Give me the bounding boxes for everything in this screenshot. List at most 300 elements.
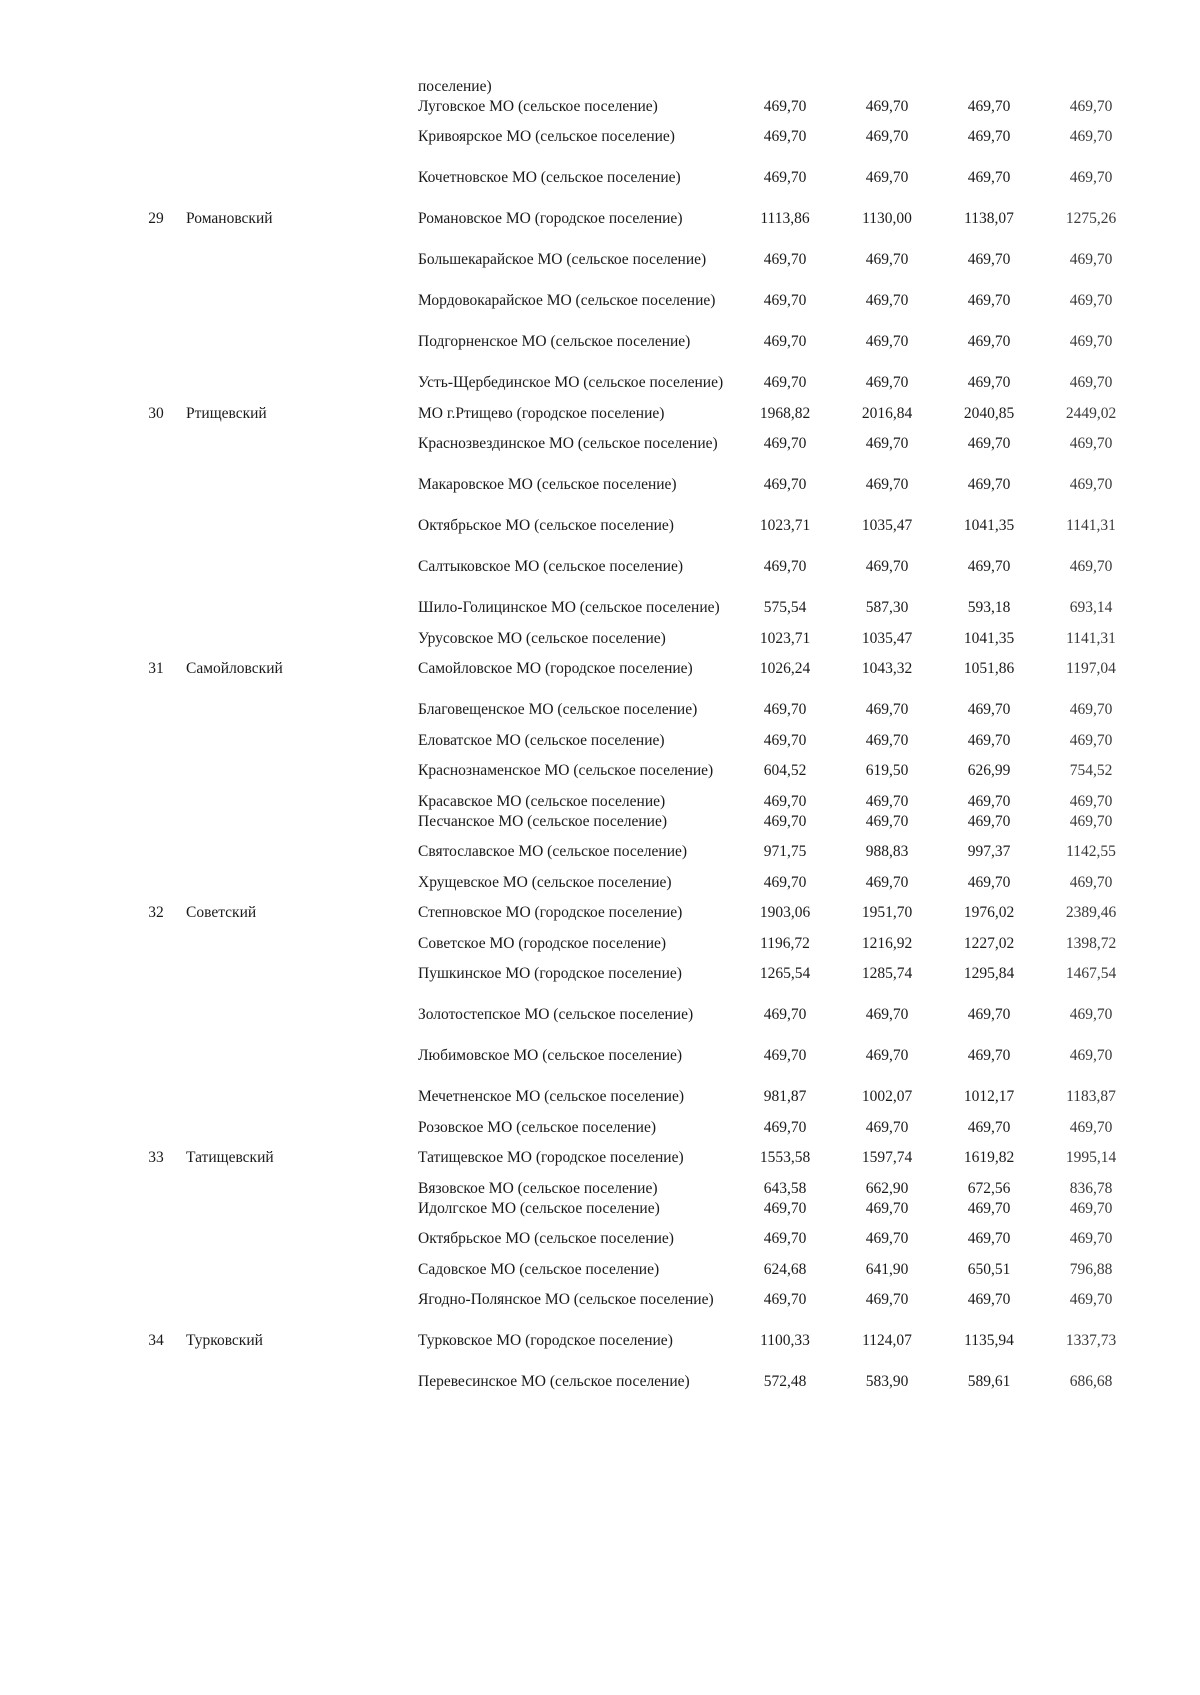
value-cell-2: 469,70 <box>865 1118 909 1136</box>
value-cell-3: 469,70 <box>967 435 1011 452</box>
value-cell-2: 619,50 <box>865 762 909 779</box>
value-cell-2: 469,70 <box>865 812 909 830</box>
row-number-cell <box>128 689 184 730</box>
value-cell-1 <box>734 76 836 96</box>
value-cell-4: 469,70 <box>1069 1006 1113 1023</box>
municipality-cell: Советское МО (городское поселение) <box>418 934 667 952</box>
table-row <box>128 1218 1142 1259</box>
value-cell-2: 469,70 <box>865 169 909 186</box>
municipality-cell: Салтыковское МО (сельское поселение) <box>418 558 684 575</box>
value-cell-2: 1951,70 <box>861 904 913 921</box>
row-number-cell <box>128 1279 184 1320</box>
value-cell-3: 626,99 <box>967 762 1011 779</box>
municipality-cell: Краснознаменское МО (сельское поселение) <box>418 762 714 779</box>
value-cell-3: 469,70 <box>967 1199 1011 1217</box>
value-cell-1: 469,70 <box>763 1118 807 1136</box>
value-cell-4: 693,14 <box>1069 599 1113 616</box>
row-number-cell <box>128 1076 184 1117</box>
value-cell-4: 469,70 <box>1069 251 1113 268</box>
table-row <box>128 116 1142 157</box>
table-row <box>128 1320 1142 1361</box>
value-cell-3: 469,70 <box>967 169 1011 186</box>
municipality-cell: МО г.Ртищево (городское поселение) <box>418 404 665 422</box>
value-cell-4: 1141,31 <box>1066 517 1116 534</box>
municipality-cell: Мечетненское МО (сельское поселение) <box>418 1088 685 1105</box>
municipality-cell: Луговское МО (сельское поселение) <box>418 97 658 115</box>
district-cell <box>184 1259 416 1279</box>
district-cell <box>184 116 416 157</box>
value-cell-2: 469,70 <box>865 128 909 145</box>
value-cell-2: 469,70 <box>865 476 909 493</box>
value-cell-4: 469,70 <box>1069 374 1113 391</box>
value-cell-1: 981,87 <box>763 1088 807 1105</box>
value-cell-1: 469,70 <box>763 1291 807 1308</box>
value-cell-2: 988,83 <box>865 843 909 860</box>
value-cell-1: 572,48 <box>763 1373 807 1390</box>
value-cell-4: 469,70 <box>1069 128 1113 145</box>
value-cell-2: 469,70 <box>865 558 909 575</box>
municipality-cell: Хрущевское МО (сельское поселение) <box>418 873 672 891</box>
municipality-cell: Подгорненское МО (сельское поселение) <box>418 333 691 350</box>
value-cell-4: 2449,02 <box>1065 404 1117 422</box>
value-cell-2: 469,70 <box>865 374 909 391</box>
value-cell-2: 583,90 <box>865 1373 909 1390</box>
value-cell-1: 469,70 <box>763 333 807 350</box>
value-cell-1: 1113,86 <box>760 210 810 227</box>
table-row <box>128 892 1142 933</box>
table-row <box>128 280 1142 321</box>
value-cell-1: 469,70 <box>763 97 807 115</box>
district-cell: Турковский <box>186 1332 263 1349</box>
row-number-cell: 31 <box>148 660 164 677</box>
value-cell-4: 754,52 <box>1069 762 1113 779</box>
district-cell <box>184 1178 416 1198</box>
value-cell-4: 469,70 <box>1069 558 1113 575</box>
table-row <box>128 423 1142 464</box>
district-cell <box>184 791 416 811</box>
value-cell-3: 469,70 <box>967 128 1011 145</box>
row-number-cell <box>128 239 184 280</box>
value-cell-3: 1041,35 <box>963 517 1015 534</box>
value-cell-3: 1976,02 <box>963 904 1015 921</box>
value-cell-2: 469,70 <box>865 1291 909 1308</box>
value-cell-1: 469,70 <box>763 873 807 891</box>
value-cell-4: 1141,31 <box>1066 629 1116 647</box>
table-row <box>128 1178 1142 1198</box>
value-cell-4: 1197,04 <box>1066 660 1116 677</box>
municipality-cell: Мордовокарайское МО (сельское поселение) <box>418 292 716 309</box>
municipality-cell: Кривоярское МО (сельское поселение) <box>418 128 675 145</box>
table-row <box>128 872 1142 892</box>
table-row <box>128 933 1142 953</box>
table-row <box>128 198 1142 239</box>
value-cell-3: 1295,84 <box>963 965 1015 982</box>
row-number-cell <box>128 96 184 116</box>
value-cell-2: 1597,74 <box>861 1149 913 1166</box>
row-number-cell <box>128 953 184 994</box>
table-row <box>128 505 1142 546</box>
municipality-cell: Красавское МО (сельское поселение) <box>418 792 666 810</box>
table-row <box>128 831 1142 872</box>
value-cell-4: 469,70 <box>1069 1230 1113 1247</box>
row-number-cell <box>128 831 184 872</box>
value-cell-4: 1337,73 <box>1065 1332 1117 1349</box>
value-cell-2: 469,70 <box>865 97 909 115</box>
table-row <box>128 1259 1142 1279</box>
value-cell-3: 469,70 <box>967 1047 1011 1064</box>
value-cell-2: 1216,92 <box>861 934 913 952</box>
municipality-cell: Степновское МО (городское поселение) <box>418 904 683 921</box>
row-number-cell <box>128 1178 184 1198</box>
value-cell-4: 469,70 <box>1069 476 1113 493</box>
value-cell-3: 589,61 <box>967 1373 1011 1390</box>
value-cell-3: 650,51 <box>967 1260 1011 1278</box>
value-cell-3: 469,70 <box>967 1118 1011 1136</box>
value-cell-4: 1995,14 <box>1065 1149 1117 1166</box>
value-cell-1: 1023,71 <box>759 629 811 647</box>
table-row <box>128 587 1142 628</box>
value-cell-1: 1265,54 <box>759 965 811 982</box>
district-cell <box>184 546 416 587</box>
row-number-cell: 29 <box>148 210 164 227</box>
value-cell-3: 1138,07 <box>964 210 1014 227</box>
row-number-cell <box>128 1218 184 1259</box>
value-cell-3: 469,70 <box>967 1291 1011 1308</box>
value-cell-3: 1227,02 <box>963 934 1015 952</box>
value-cell-3: 469,70 <box>967 1230 1011 1247</box>
value-cell-4: 1275,26 <box>1065 210 1117 227</box>
table-row <box>128 321 1142 362</box>
value-cell-3: 1041,35 <box>963 629 1015 647</box>
value-cell-4: 796,88 <box>1069 1260 1113 1278</box>
value-cell-4: 1467,54 <box>1065 965 1117 982</box>
municipality-cell: Урусовское МО (сельское поселение) <box>418 629 666 647</box>
value-cell-2: 469,70 <box>865 731 909 749</box>
table-row <box>128 750 1142 791</box>
municipality-cell: Шило-Голицинское МО (сельское поселение) <box>418 599 720 616</box>
value-cell-3: 469,70 <box>967 251 1011 268</box>
municipality-cell: Октябрьское МО (сельское поселение) <box>418 1230 674 1247</box>
district-cell <box>184 157 416 198</box>
value-cell-3: 469,70 <box>967 701 1011 718</box>
row-number-cell <box>128 321 184 362</box>
municipality-cell: Краснозвездинское МО (сельское поселение) <box>418 435 718 452</box>
table-row <box>128 157 1142 198</box>
value-cell-4: 2389,46 <box>1065 904 1117 921</box>
table-row <box>128 1198 1142 1218</box>
value-cell-3: 469,70 <box>967 558 1011 575</box>
municipality-cell: Усть-Щербединское МО (сельское поселение) <box>418 374 724 391</box>
district-cell: Ртищевский <box>186 404 267 422</box>
value-cell-3: 672,56 <box>967 1179 1011 1197</box>
value-cell-1: 1903,06 <box>759 904 811 921</box>
municipality-cell: Кочетновское МО (сельское поселение) <box>418 169 681 186</box>
row-number-cell <box>128 1361 184 1402</box>
value-cell-1: 469,70 <box>763 251 807 268</box>
row-number-cell <box>128 872 184 892</box>
municipality-cell: Октябрьское МО (сельское поселение) <box>418 517 674 534</box>
value-cell-4: 469,70 <box>1069 292 1113 309</box>
value-cell-1: 624,68 <box>763 1260 807 1278</box>
district-cell <box>184 362 416 403</box>
value-cell-1: 1196,72 <box>760 934 810 952</box>
value-cell-2: 1130,00 <box>862 210 912 227</box>
value-cell-1: 469,70 <box>763 476 807 493</box>
value-cell-1: 971,75 <box>763 843 807 860</box>
row-number-cell <box>128 811 184 831</box>
district-cell <box>184 321 416 362</box>
value-cell-4: 469,70 <box>1069 812 1113 830</box>
row-number-cell <box>128 362 184 403</box>
value-cell-3: 1135,94 <box>964 1332 1014 1349</box>
row-number-cell <box>128 587 184 628</box>
value-cell-1: 469,70 <box>763 128 807 145</box>
value-cell-3: 1619,82 <box>963 1149 1015 1166</box>
district-cell: Романовский <box>186 210 273 227</box>
row-number-cell <box>128 791 184 811</box>
value-cell-4: 469,70 <box>1069 435 1113 452</box>
district-cell <box>184 872 416 892</box>
value-cell-2: 641,90 <box>865 1260 909 1278</box>
value-cell-1: 469,70 <box>763 1199 807 1217</box>
value-cell-1: 643,58 <box>763 1179 807 1197</box>
municipality-cell: Ягодно-Полянское МО (сельское поселение) <box>418 1291 714 1308</box>
value-cell-2: 1124,07 <box>862 1332 912 1349</box>
district-cell: Самойловский <box>186 660 283 677</box>
row-number-cell <box>128 1035 184 1076</box>
value-cell-2: 469,70 <box>865 792 909 810</box>
table-row <box>128 994 1142 1035</box>
value-cell-1: 1026,24 <box>759 660 811 677</box>
value-cell-4: 469,70 <box>1069 731 1113 749</box>
value-cell-4: 469,70 <box>1069 701 1113 718</box>
district-cell <box>184 811 416 831</box>
row-number-cell <box>128 157 184 198</box>
district-cell <box>184 750 416 791</box>
value-cell-2: 1043,32 <box>861 660 913 677</box>
value-cell-1: 469,70 <box>763 374 807 391</box>
table-row <box>128 811 1142 831</box>
value-cell-1: 575,54 <box>763 599 807 616</box>
district-cell <box>184 689 416 730</box>
value-cell-2 <box>836 76 938 96</box>
table-row <box>128 362 1142 403</box>
value-cell-3: 469,70 <box>967 792 1011 810</box>
district-cell <box>184 628 416 648</box>
district-cell <box>184 76 416 96</box>
row-number-cell <box>128 116 184 157</box>
value-cell-2: 662,90 <box>865 1179 909 1197</box>
district-cell <box>184 464 416 505</box>
value-cell-2: 469,70 <box>865 435 909 452</box>
value-cell-1: 1100,33 <box>760 1332 810 1349</box>
value-cell-2: 469,70 <box>865 1230 909 1247</box>
table-row <box>128 791 1142 811</box>
value-cell-3: 997,37 <box>967 843 1011 860</box>
row-number-cell <box>128 423 184 464</box>
table-row <box>128 76 1142 96</box>
municipality-cell: Золотостепское МО (сельское поселение) <box>418 1006 694 1023</box>
table-row <box>128 953 1142 994</box>
value-cell-1: 469,70 <box>763 435 807 452</box>
value-cell-4: 469,70 <box>1069 97 1113 115</box>
value-cell-4: 469,70 <box>1069 1118 1113 1136</box>
municipality-cell: Турковское МО (городское поселение) <box>418 1332 673 1349</box>
value-cell-2: 1285,74 <box>861 965 913 982</box>
table-row <box>128 96 1142 116</box>
municipality-cell: Большекарайское МО (сельское поселение) <box>418 251 707 268</box>
row-number-cell <box>128 76 184 96</box>
value-cell-1: 469,70 <box>763 1006 807 1023</box>
value-cell-2: 469,70 <box>865 701 909 718</box>
row-number-cell <box>128 628 184 648</box>
value-cell-1: 604,52 <box>763 762 807 779</box>
district-cell <box>184 953 416 994</box>
value-cell-4: 1398,72 <box>1065 934 1117 952</box>
row-number-cell: 33 <box>148 1149 164 1166</box>
value-cell-3: 469,70 <box>967 873 1011 891</box>
municipality-cell: Розовское МО (сельское поселение) <box>418 1118 657 1136</box>
value-cell-1: 1023,71 <box>759 517 811 534</box>
table-row <box>128 1076 1142 1117</box>
value-cell-3: 2040,85 <box>963 404 1015 422</box>
district-cell: Татищевский <box>186 1149 274 1166</box>
district-cell <box>184 239 416 280</box>
value-cell-3: 469,70 <box>967 97 1011 115</box>
value-cell-1: 469,70 <box>763 812 807 830</box>
value-cell-2: 469,70 <box>865 1047 909 1064</box>
value-cell-1: 469,70 <box>763 558 807 575</box>
value-cell-3 <box>938 76 1040 96</box>
district-cell <box>184 1279 416 1320</box>
municipality-cell: Романовское МО (городское поселение) <box>418 210 683 227</box>
table-row <box>128 628 1142 648</box>
value-cell-3: 469,70 <box>967 731 1011 749</box>
table-row <box>128 239 1142 280</box>
district-cell <box>184 1218 416 1259</box>
municipality-cell: Святославское МО (сельское поселение) <box>418 843 688 860</box>
table-row <box>128 1361 1142 1402</box>
municipality-cell: Татищевское МО (городское поселение) <box>418 1149 684 1166</box>
value-cell-2: 469,70 <box>865 1199 909 1217</box>
value-cell-2: 587,30 <box>865 599 909 616</box>
municipality-cell: Самойловское МО (городское поселение) <box>418 660 693 677</box>
value-cell-1: 469,70 <box>763 292 807 309</box>
municipality-cell: Еловатское МО (сельское поселение) <box>418 731 665 749</box>
municipality-cell: Благовещенское МО (сельское поселение) <box>418 701 698 718</box>
district-cell: Советский <box>186 904 257 921</box>
value-cell-2: 469,70 <box>865 1006 909 1023</box>
value-cell-4: 469,70 <box>1069 169 1113 186</box>
table-row <box>128 1279 1142 1320</box>
value-cell-2: 469,70 <box>865 251 909 268</box>
tariff-table <box>128 76 1142 1402</box>
value-cell-2: 469,70 <box>865 333 909 350</box>
value-cell-2: 1002,07 <box>861 1088 913 1105</box>
municipality-cell: Песчанское МО (сельское поселение) <box>418 812 668 830</box>
municipality-cell: Перевесинское МО (сельское поселение) <box>418 1373 690 1390</box>
municipality-cell: Любимовское МО (сельское поселение) <box>418 1047 683 1064</box>
value-cell-3: 469,70 <box>967 812 1011 830</box>
row-number-cell <box>128 750 184 791</box>
row-number-cell <box>128 505 184 546</box>
district-cell <box>184 933 416 953</box>
value-cell-2: 469,70 <box>865 292 909 309</box>
value-cell-3: 1012,17 <box>963 1088 1015 1105</box>
district-cell <box>184 96 416 116</box>
value-cell-3: 593,18 <box>967 599 1011 616</box>
table-row <box>128 648 1142 689</box>
value-cell-1: 469,70 <box>763 1047 807 1064</box>
district-cell <box>184 994 416 1035</box>
table-row <box>128 730 1142 750</box>
value-cell-4: 1142,55 <box>1066 843 1116 860</box>
value-cell-3: 1051,86 <box>963 660 1015 677</box>
value-cell-1: 469,70 <box>763 792 807 810</box>
row-number-cell <box>128 1259 184 1279</box>
value-cell-2: 1035,47 <box>861 517 913 534</box>
value-cell-1: 1968,82 <box>759 404 811 422</box>
district-cell <box>184 1198 416 1218</box>
district-cell <box>184 505 416 546</box>
value-cell-1: 469,70 <box>763 701 807 718</box>
table-row <box>128 546 1142 587</box>
district-cell <box>184 587 416 628</box>
row-number-cell <box>128 933 184 953</box>
value-cell-3: 469,70 <box>967 476 1011 493</box>
district-cell <box>184 730 416 750</box>
value-cell-2: 469,70 <box>865 873 909 891</box>
municipality-cell: Вязовское МО (сельское поселение) <box>418 1179 658 1197</box>
value-cell-3: 469,70 <box>967 374 1011 391</box>
value-cell-4: 686,68 <box>1069 1373 1113 1390</box>
district-cell <box>184 1035 416 1076</box>
value-cell-4: 469,70 <box>1069 1199 1113 1217</box>
row-number-cell <box>128 1198 184 1218</box>
municipality-cell: Идолгское МО (сельское поселение) <box>418 1199 660 1217</box>
value-cell-1: 469,70 <box>763 169 807 186</box>
table-body <box>128 76 1142 1402</box>
district-cell <box>184 1117 416 1137</box>
value-cell-3: 469,70 <box>967 333 1011 350</box>
municipality-cell: Пушкинское МО (городское поселение) <box>418 965 682 982</box>
row-number-cell <box>128 1117 184 1137</box>
table-row <box>128 689 1142 730</box>
table-row <box>128 403 1142 423</box>
row-number-cell <box>128 280 184 321</box>
row-number-cell: 34 <box>148 1332 164 1349</box>
row-number-cell <box>128 730 184 750</box>
value-cell-4: 469,70 <box>1069 1047 1113 1064</box>
value-cell-1: 469,70 <box>763 731 807 749</box>
row-number-cell <box>128 464 184 505</box>
district-cell <box>184 280 416 321</box>
table-row <box>128 1117 1142 1137</box>
value-cell-4: 469,70 <box>1069 873 1113 891</box>
value-cell-1: 1553,58 <box>759 1149 811 1166</box>
district-cell <box>184 831 416 872</box>
value-cell-2: 2016,84 <box>861 404 913 422</box>
district-cell <box>184 1076 416 1117</box>
row-number-cell <box>128 994 184 1035</box>
district-cell <box>184 1361 416 1402</box>
value-cell-4: 469,70 <box>1069 1291 1113 1308</box>
value-cell-1: 469,70 <box>763 1230 807 1247</box>
value-cell-4 <box>1040 76 1142 96</box>
row-number-cell <box>128 546 184 587</box>
row-number-cell: 32 <box>148 904 164 921</box>
value-cell-3: 469,70 <box>967 1006 1011 1023</box>
